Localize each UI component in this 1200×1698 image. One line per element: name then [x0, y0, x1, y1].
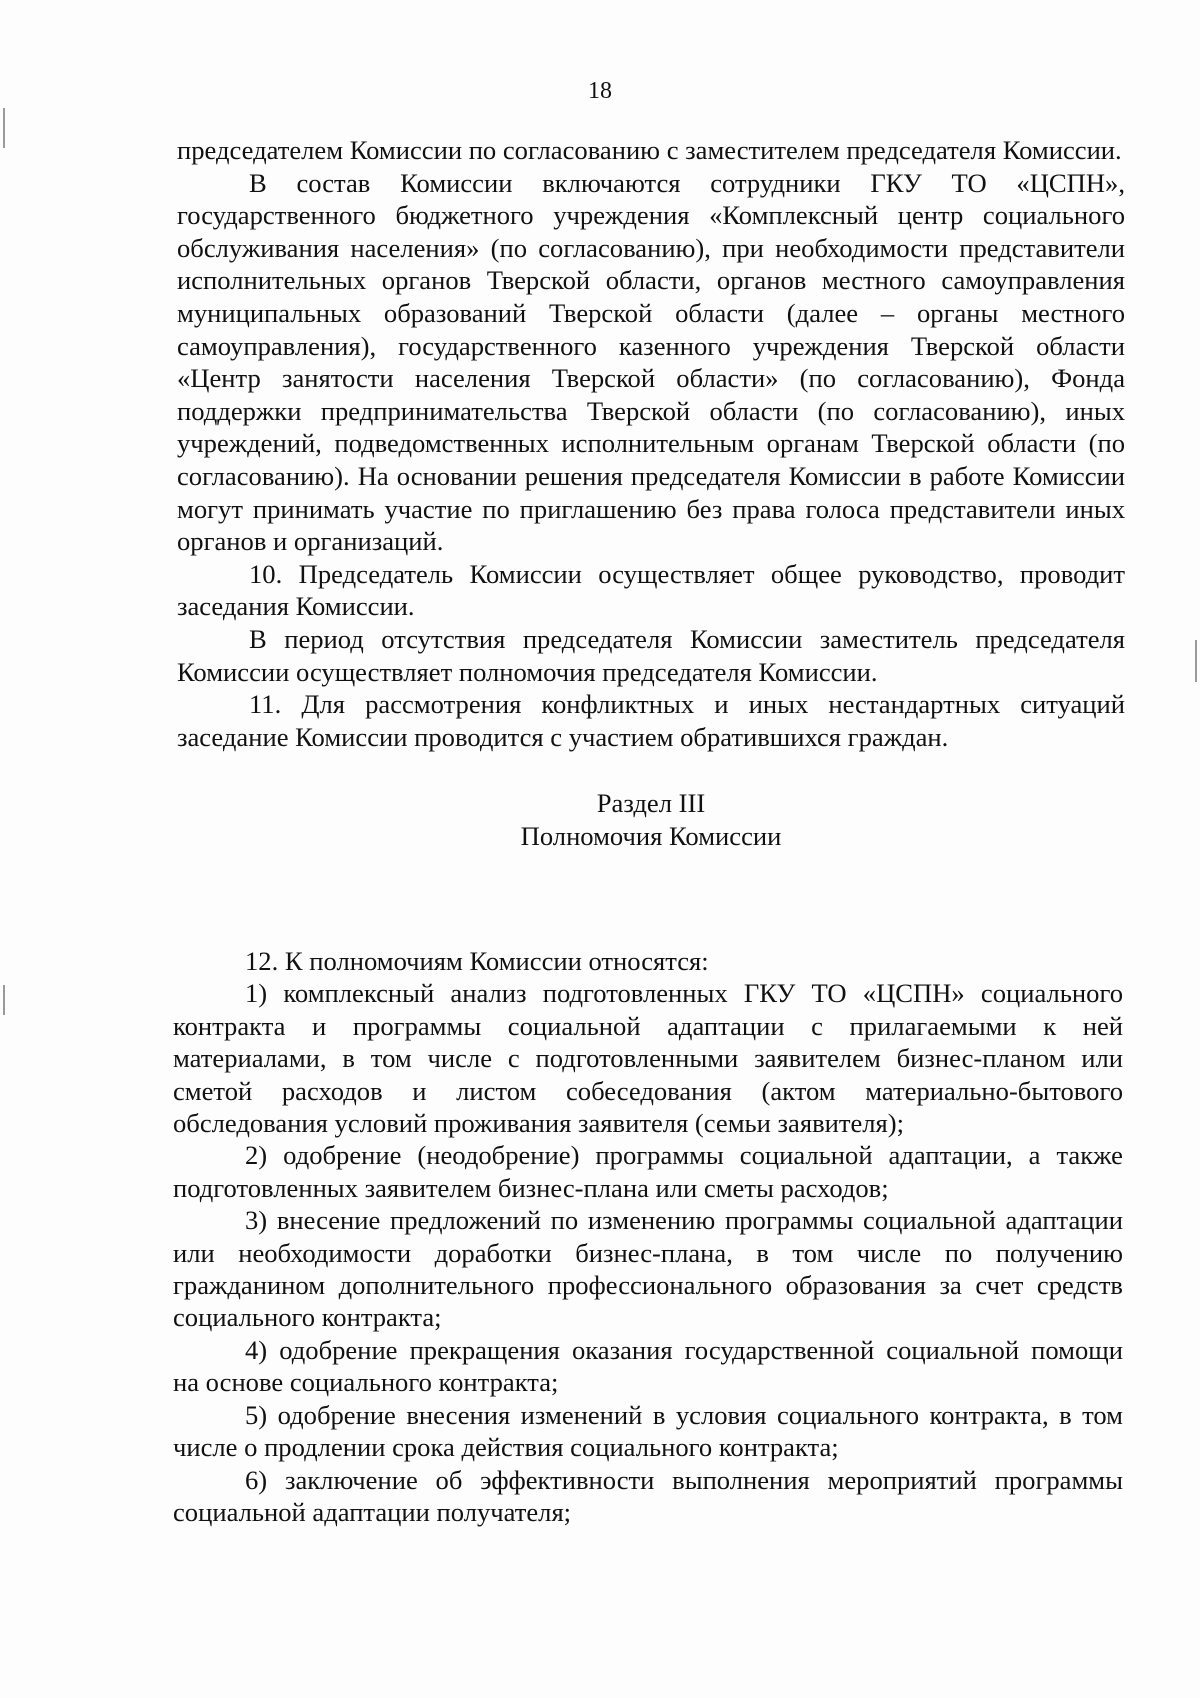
power-item-1: 1) комплексный анализ подготовленных ГКУ ТО «ЦСПН» социального контракта и программы социальной адаптации с прилагаемыми к ней материалами, в том числе с подготовленными заявителем бизнес-планом или сметой расходов и листом собеседования (актом материально-бытового обследования условий проживания заявителя (семьи заявителя);	[173, 978, 1123, 1139]
paragraph-item-11: 11. Для рассмотрения конфликтных и иных нестандартных ситуаций заседание Комиссии проводится с участием обратившихся граждан.	[177, 689, 1125, 752]
paragraph-commission-composition: В состав Комиссии включаются сотрудники ГКУ ТО «ЦСПН», государственного бюджетного учреждения «Комплексный центр социального обслуживания населения» (по согласованию), при необходимости представители исполнительных органов Тверской области, органов местного самоуправления муниципальных образований Тверской области (далее – органы местного самоуправления), государственного казенного учреждения Тверской области «Центр занятости населения Тверской области» (по согласованию), Фонда поддержки предпринимательства Тверской области (по согласованию), иных учреждений, подведомственных исполнительным органам Тверской области (по согласованию). На основании решения председателя Комиссии в работе Комиссии могут принимать участие по приглашению без права голоса представители иных органов и организаций.	[177, 167, 1125, 557]
scan-edge-mark-left-top	[3, 108, 5, 148]
power-item-2: 2) одобрение (неодобрение) программы социальной адаптации, а также подготовленных заявителем бизнес-плана или сметы расходов;	[173, 1140, 1123, 1203]
paragraph-chair-absence: В период отсутствия председателя Комиссии заместитель председателя Комиссии осуществляет полномочия председателя Комиссии.	[177, 623, 1125, 687]
power-item-3: 3) внесение предложений по изменению программы социальной адаптации или необходимости доработки бизнес-плана, в том числе по получению гражданином дополнительного профессионального образования за счет средств социального контракта;	[173, 1205, 1123, 1333]
section-number: Раздел III	[596, 788, 706, 819]
paragraph-continuation: председателем Комиссии по согласованию с заместителем председателя Комиссии.	[177, 135, 1122, 165]
paragraph-item-10: 10. Председатель Комиссии осуществляет общее руководство, проводит заседания Комиссии.	[177, 558, 1125, 622]
power-item-4: 4) одобрение прекращения оказания государственной социальной помощи на основе социального контракта;	[173, 1334, 1123, 1398]
section-heading	[177, 787, 1125, 852]
scan-edge-mark-right	[1195, 640, 1197, 682]
page-number: 18	[588, 78, 612, 104]
document-body	[177, 134, 1125, 886]
power-item-5: 5) одобрение внесения изменений в условия социального контракта, в том числе о продлении срока действия социального контракта;	[173, 1399, 1123, 1463]
powers-list	[173, 945, 1123, 1528]
power-item-6: 6) заключение об эффективности выполнения мероприятий программы социальной адаптации получателя;	[173, 1464, 1123, 1527]
scan-edge-mark-left-middle	[3, 985, 5, 1015]
powers-intro: 12. К полномочиям Комиссии относятся:	[245, 946, 709, 976]
section-title: Полномочия Комиссии	[520, 820, 782, 851]
